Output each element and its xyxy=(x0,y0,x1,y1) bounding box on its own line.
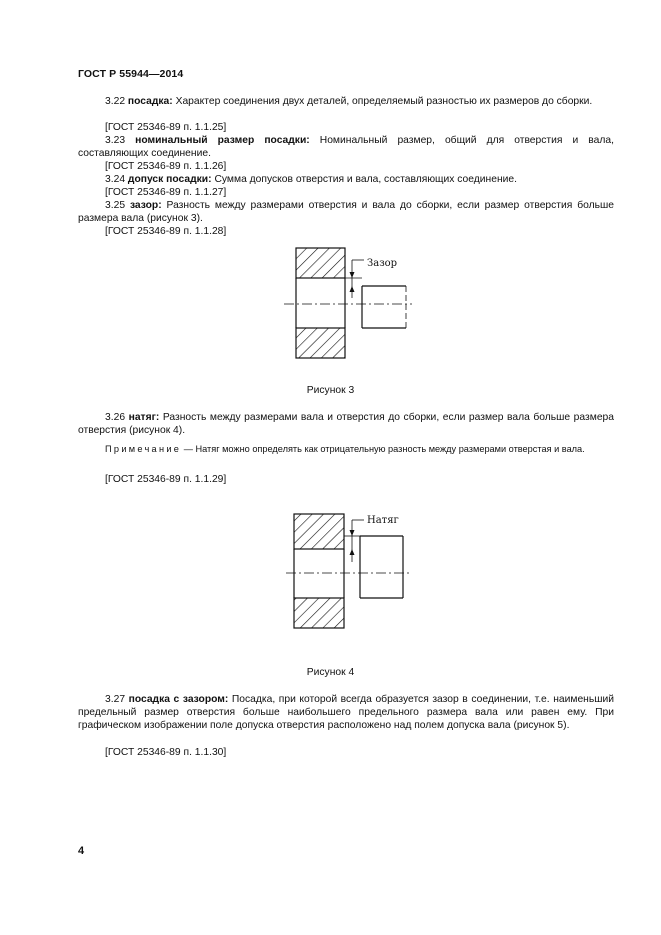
term-name: зазор: xyxy=(129,200,162,211)
term-definition: Разность между размерами вала и отверстия до сборки, если размер вала больше размера отверстия (рисунок 4). xyxy=(78,412,615,437)
figure-3-caption: Рисунок 3 xyxy=(306,385,355,396)
term-reference: [ГОСТ 25346-89 п. 1.1.27] xyxy=(105,187,227,198)
term-definition: Номинальный размер, общий для отверстия и вала, составляющих соединение. xyxy=(78,135,614,160)
term-3-27 xyxy=(78,693,614,733)
term-number: 3.27 xyxy=(105,694,129,705)
term-name: номинальный размер посадки: xyxy=(135,135,310,146)
document-header: ГОСТ Р 55944—2014 xyxy=(78,68,184,80)
figure-3-label: Зазор xyxy=(367,258,398,269)
term-number: 3.24 xyxy=(105,174,128,185)
term-reference: [ГОСТ 25346-89 п. 1.1.25] xyxy=(105,122,227,133)
term-definition: Разность между размерами отверстия и вала до сборки, если размер отверстия больше размера вала (рисунок 3). xyxy=(78,200,614,225)
term-name: натяг: xyxy=(128,412,160,423)
term-name: допуск посадки: xyxy=(127,174,212,185)
note xyxy=(78,443,614,456)
term-number: 3.26 xyxy=(105,412,129,423)
figure-4-label: Натяг xyxy=(367,515,399,526)
note-text: — Натяг можно определять как отрицательную разность между размерами отверстая и вала. xyxy=(181,444,585,454)
term-reference: [ГОСТ 25346-89 п. 1.1.29] xyxy=(105,474,227,485)
term-3-26 xyxy=(78,411,614,437)
term-definition: Сумма допусков отверстия и вала, составляющих соединение. xyxy=(211,174,517,185)
note-label: Примечание xyxy=(105,444,182,454)
figure-4-caption: Рисунок 4 xyxy=(306,667,355,678)
term-name: посадка: xyxy=(127,96,173,107)
term-reference: [ГОСТ 25346-89 п. 1.1.28] xyxy=(105,226,227,237)
term-number: 3.22 xyxy=(105,96,128,107)
term-number: 3.25 xyxy=(105,200,130,211)
term-number: 3.23 xyxy=(105,135,136,146)
term-name: посадка с зазором: xyxy=(128,694,229,705)
page-number: 4 xyxy=(78,845,85,857)
term-definition: Посадка, при которой всегда образуется зазор в соединении, т.е. наименьший предельный размер отверстия больше наибольшего предельного размера вала или равен ему. При графическом изображении поле допуска отверстия расположено над полем допуска вала (рисунок 5). xyxy=(78,694,614,732)
term-reference: [ГОСТ 25346-89 п. 1.1.30] xyxy=(105,747,227,758)
term-reference: [ГОСТ 25346-89 п. 1.1.26] xyxy=(105,161,227,172)
term-definition: Характер соединения двух деталей, определяемый разностью их размеров до сборки. xyxy=(172,96,593,107)
